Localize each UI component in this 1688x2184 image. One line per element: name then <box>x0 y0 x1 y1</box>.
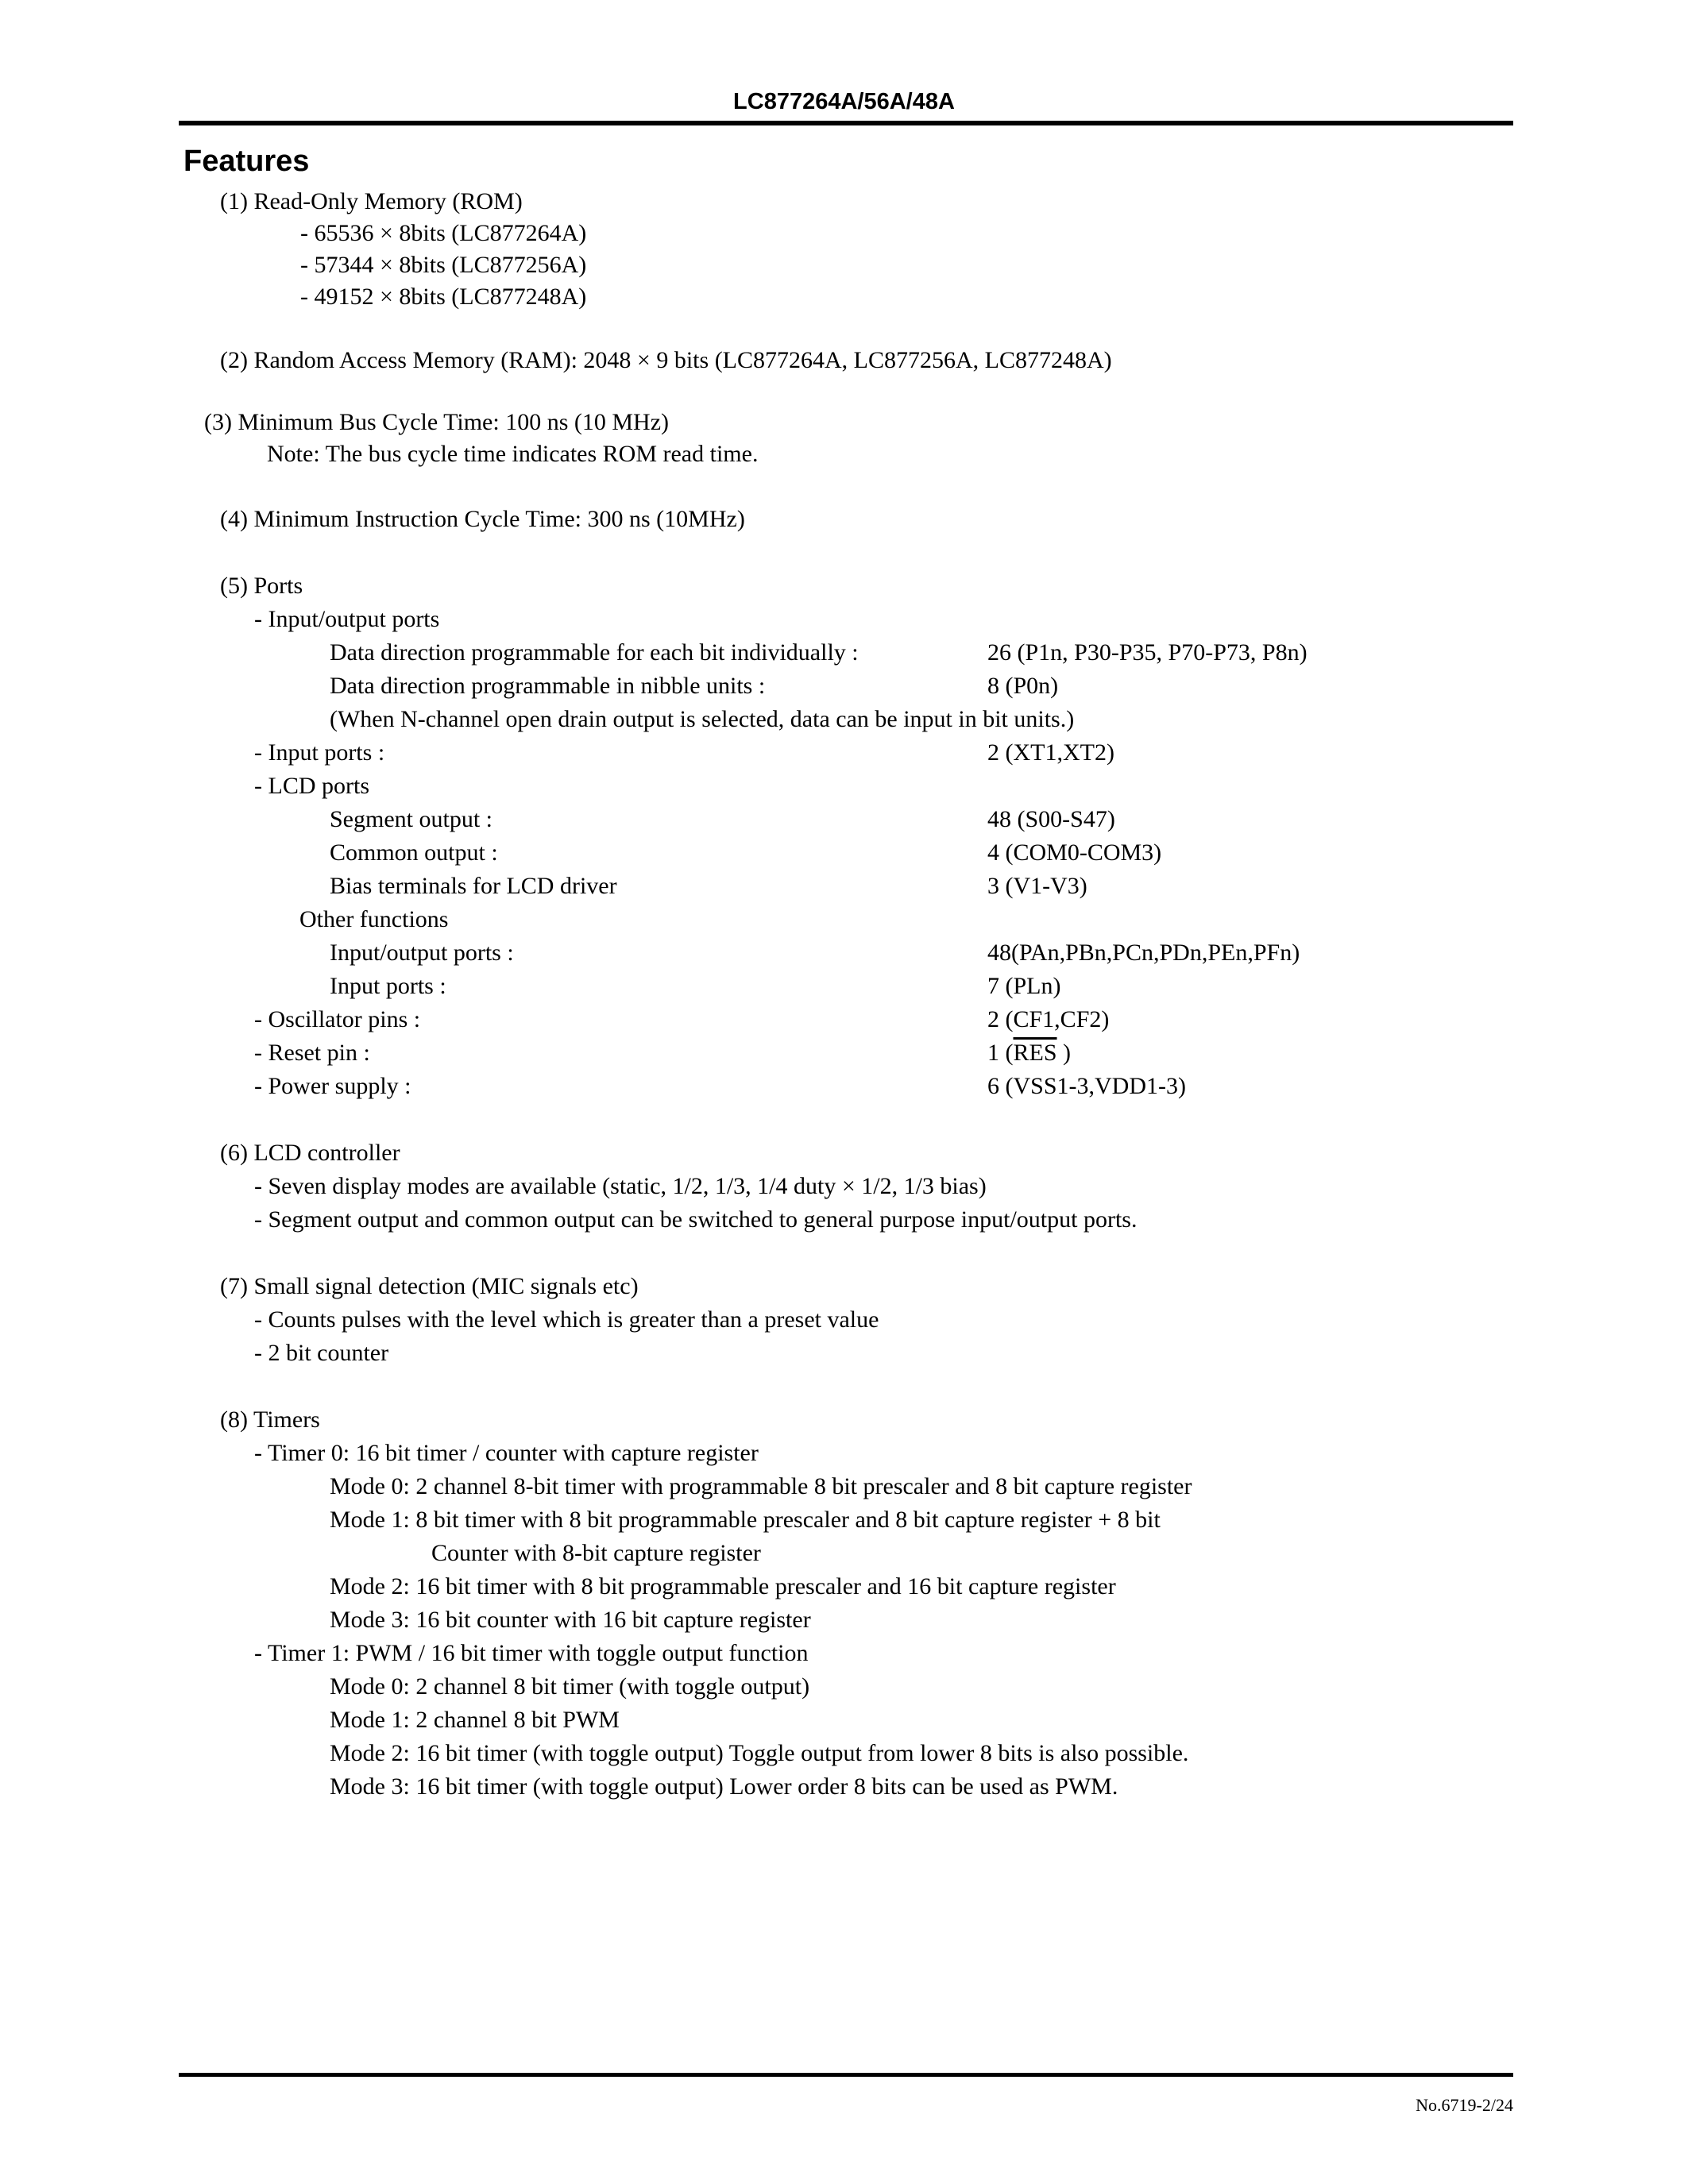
timer1-label: - Timer 1: PWM / 16 bit timer with toggle output function <box>254 1640 809 1666</box>
rom-item-1: - 65536 × 8bits (LC877264A) <box>300 220 587 246</box>
footer-rule <box>179 2073 1513 2077</box>
ports-osc-value: 2 (CF1,CF2) <box>987 1006 1110 1032</box>
rom-item-3: - 49152 × 8bits (LC877248A) <box>300 284 587 310</box>
timer1-mode-3: Mode 3: 16 bit timer (with toggle output) Lower order 8 bits can be used as PWM. <box>330 1773 1118 1800</box>
timer0-mode-2: Mode 2: 16 bit timer with 8 bit programmable prescaler and 16 bit capture register <box>330 1573 1116 1599</box>
lcd-heading: (6) LCD controller <box>220 1140 400 1166</box>
ports-segment-value: 48 (S00-S47) <box>987 806 1115 832</box>
ports-io-note: (When N-channel open drain output is selected, data can be input in bit units.) <box>330 706 1075 732</box>
ports-input-value: 2 (XT1,XT2) <box>987 739 1114 766</box>
page-number: No.6719-2/24 <box>1416 2095 1513 2115</box>
lcd-item-1: - Seven display modes are available (static, 1/2, 1/3, 1/4 duty × 1/2, 1/3 bias) <box>254 1173 987 1199</box>
ram-heading: (2) Random Access Memory (RAM): 2048 × 9 bits (LC877264A, LC877256A, LC877248A) <box>220 347 1112 373</box>
ports-io-bit-value: 26 (P1n, P30-P35, P70-P73, P8n) <box>987 639 1308 666</box>
reset-value-prefix: 1 ( <box>987 1040 1014 1066</box>
signal-item-1: - Counts pulses with the level which is greater than a preset value <box>254 1306 879 1333</box>
ports-reset-label: - Reset pin : <box>254 1040 370 1066</box>
ports-input-label: - Input ports : <box>254 739 385 766</box>
ports-io-nibble-value: 8 (P0n) <box>987 673 1059 699</box>
ports-heading: (5) Ports <box>220 573 303 599</box>
ports-io-label: - Input/output ports <box>254 606 440 632</box>
ports-io-bit-label: Data direction programmable for each bit individually : <box>330 639 859 666</box>
ports-other-input-value: 7 (PLn) <box>987 973 1061 999</box>
reset-value-suffix: ) <box>1056 1040 1072 1066</box>
ports-other-input-label: Input ports : <box>330 973 446 999</box>
ports-io-nibble-label: Data direction programmable in nibble units : <box>330 673 766 699</box>
ports-reset-value <box>987 1039 1071 1067</box>
bus-heading: (3) Minimum Bus Cycle Time: 100 ns (10 MHz) <box>204 409 670 435</box>
ports-power-label: - Power supply : <box>254 1073 411 1099</box>
instruction-heading: (4) Minimum Instruction Cycle Time: 300 ns (10MHz) <box>220 506 745 532</box>
ports-bias-label: Bias terminals for LCD driver <box>330 873 617 899</box>
ports-lcd-label: - LCD ports <box>254 773 369 799</box>
rom-item-2: - 57344 × 8bits (LC877256A) <box>300 252 587 278</box>
timer1-mode-1: Mode 1: 2 channel 8 bit PWM <box>330 1707 620 1733</box>
ports-other-label: Other functions <box>299 906 449 932</box>
timer0-mode-3: Mode 3: 16 bit counter with 16 bit capture register <box>330 1607 811 1633</box>
features-heading: Features <box>183 145 310 178</box>
ports-segment-label: Segment output : <box>330 806 492 832</box>
header-rule <box>179 121 1513 125</box>
reset-signal-overline: $\overline{RES}$ <box>1013 1040 1057 1066</box>
bus-note: Note: The bus cycle time indicates ROM read time. <box>267 441 759 467</box>
document-header-title: LC877264A/56A/48A <box>733 89 955 114</box>
lcd-item-2: - Segment output and common output can be switched to general purpose input/output ports. <box>254 1206 1138 1233</box>
timer0-mode-1-continued: Counter with 8-bit capture register <box>431 1540 761 1566</box>
ports-power-value: 6 (VSS1-3,VDD1-3) <box>987 1073 1186 1099</box>
ports-osc-label: - Oscillator pins : <box>254 1006 421 1032</box>
timer0-label: - Timer 0: 16 bit timer / counter with capture register <box>254 1440 759 1466</box>
rom-heading: (1) Read-Only Memory (ROM) <box>220 188 523 214</box>
timers-heading: (8) Timers <box>220 1406 320 1433</box>
timer1-mode-2: Mode 2: 16 bit timer (with toggle output) Toggle output from lower 8 bits is also possible. <box>330 1740 1189 1766</box>
timer0-mode-0: Mode 0: 2 channel 8-bit timer with programmable 8 bit prescaler and 8 bit capture register <box>330 1473 1192 1499</box>
signal-heading: (7) Small signal detection (MIC signals etc) <box>220 1273 639 1299</box>
timer1-mode-0: Mode 0: 2 channel 8 bit timer (with toggle output) <box>330 1673 810 1700</box>
ports-other-io-label: Input/output ports : <box>330 940 514 966</box>
ports-other-io-value: 48(PAn,PBn,PCn,PDn,PEn,PFn) <box>987 940 1300 966</box>
ports-common-label: Common output : <box>330 839 498 866</box>
timer0-mode-1: Mode 1: 8 bit timer with 8 bit programmable prescaler and 8 bit capture register + 8 bit <box>330 1507 1161 1533</box>
ports-bias-value: 3 (V1-V3) <box>987 873 1087 899</box>
signal-item-2: - 2 bit counter <box>254 1340 389 1366</box>
ports-common-value: 4 (COM0-COM3) <box>987 839 1162 866</box>
